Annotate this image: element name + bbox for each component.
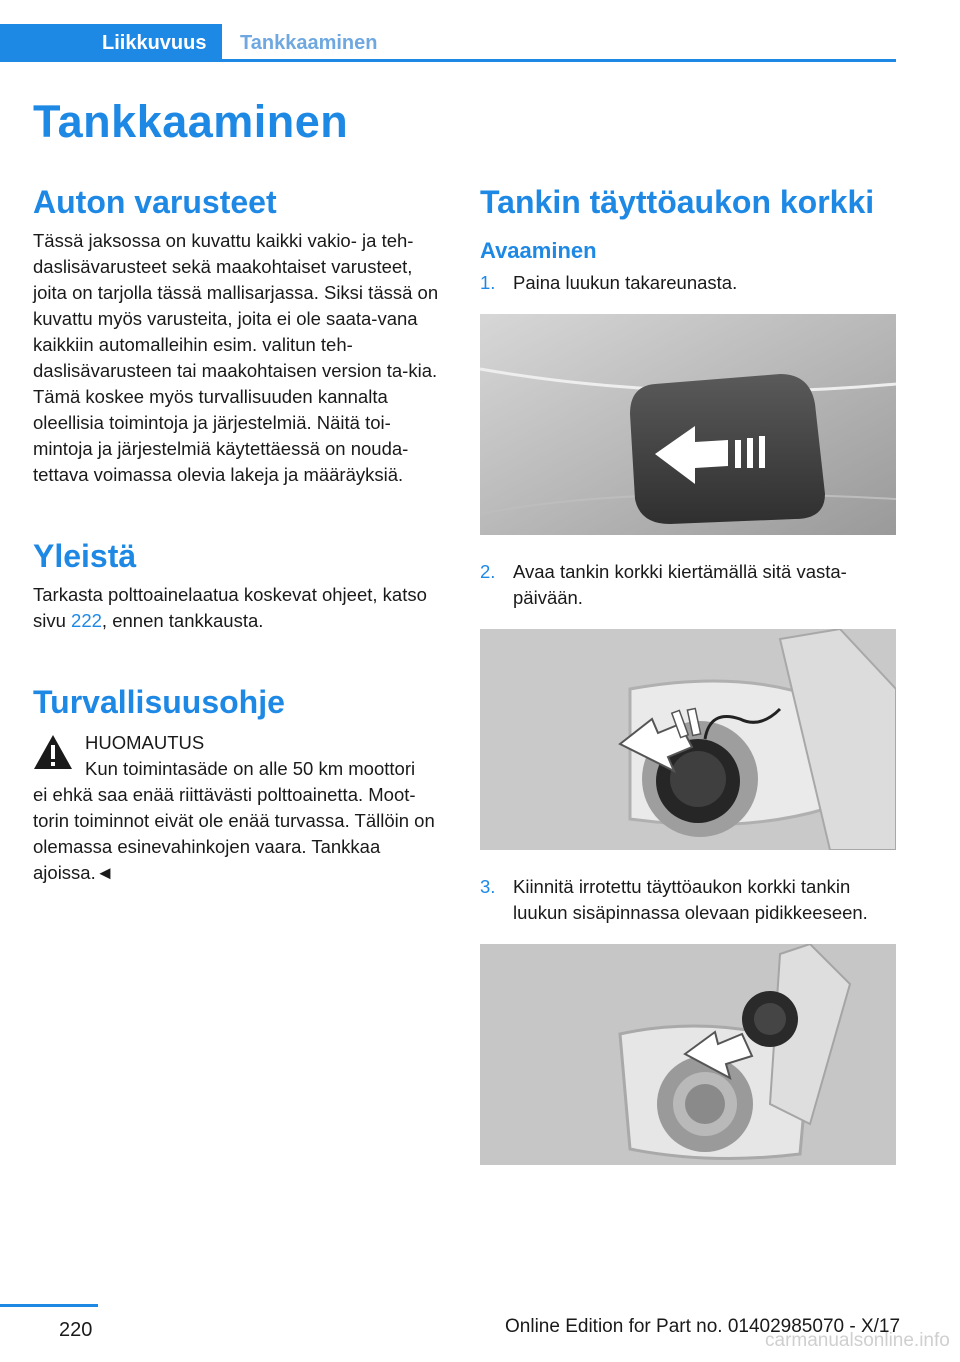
warning-title: HUOMAUTUS [85, 732, 205, 753]
warning-text-first: Kun toimintasäde on alle 50 km moottori [85, 758, 416, 779]
left-column [33, 180, 449, 886]
opening-subheading: Avaaminen [480, 238, 597, 263]
step-1: 1. Paina luukun takareunasta. [480, 272, 738, 293]
equipment-heading: Auton varusteet [33, 184, 277, 220]
page-link[interactable]: 222 [71, 610, 102, 631]
general-heading: Yleistä [33, 538, 137, 574]
safety-heading: Turvallisuusohje [33, 684, 285, 720]
warning-text: ei ehkä saa enää riittävästi polttoainetta. Moot-torin toiminnot eivät ole enää turvassa. Tällöin on olemassa esinevahinkojen vaara. Tankkaa ajoissa.◄ [33, 784, 435, 883]
edition-note: Online Edition for Part no. 01402985070 - X/17 [505, 1316, 901, 1337]
watermark: carmanualsonline.info [765, 1330, 950, 1351]
page-number: 220 [59, 1319, 93, 1341]
breadcrumb-section[interactable]: Liikkuvuus [0, 24, 222, 62]
step-3: 3. Kiinnitä irrotettu täyttöaukon korkki tankin luukun sisäpinnassa olevaan pidikkeeseen. [480, 876, 868, 923]
photo-unscrew-cap [480, 629, 896, 850]
footer-rule [0, 1304, 98, 1307]
breadcrumb-page[interactable]: Tankkaaminen [240, 32, 378, 54]
header-bar [0, 24, 896, 62]
equipment-text: Tässä jaksossa on kuvattu kaikki vakio- ja teh-daslisävarusteet sekä maakohtaiset varusteet, joita on tarjolla tässä mallisarjassa. Siksi tässä on kuvattu myös varusteita, joita ei ole saata-vana kaikkiin automalleihin esim. valitun teh-daslisävarusteen tai maakohtaisen version ta-kia. Tämä koskee myös turvallisuuden kannalta oleellisia toimintoja ja järjestelmiä. Näitä toi-mintoja ja järjestelmiä käytettäessä on nouda-tettava voimassa olevia lakeja ja määräyksiä. [33, 230, 439, 485]
fuel-cap-heading: Tankin täyttöaukon korkki [480, 184, 875, 220]
photo-attach-cap [480, 944, 896, 1165]
page-title: Tankkaaminen [33, 96, 349, 147]
warning-triangle-icon [33, 734, 73, 770]
right-column [480, 180, 896, 1165]
step-2: 2. Avaa tankin korkki kiertämällä sitä vasta-päivään. [480, 561, 847, 608]
photo-press-flap [480, 314, 896, 535]
warning-box [33, 730, 449, 886]
general-text: Tarkasta polttoainelaatua koskevat ohjeet, katso sivu 222, ennen tankkausta. [33, 584, 427, 631]
